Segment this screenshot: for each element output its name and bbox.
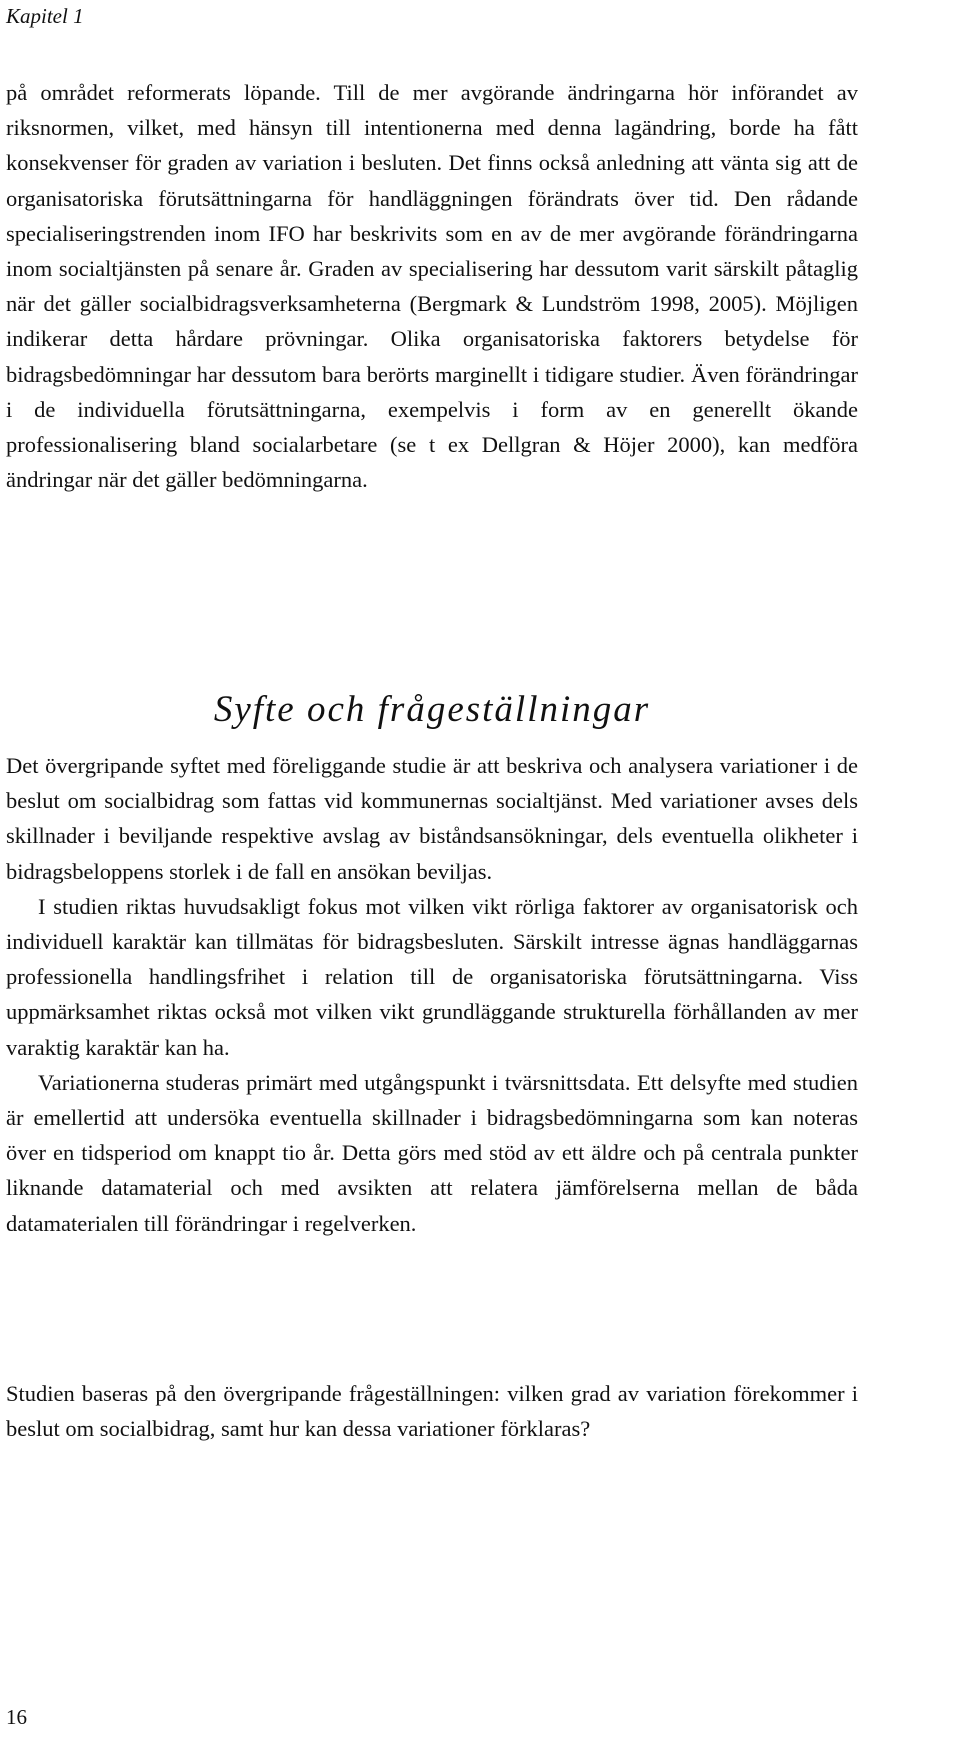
page-number: 16 xyxy=(6,1705,27,1729)
section-title: Syfte och frågeställningar xyxy=(213,689,651,730)
purpose-paragraph: Det övergripande syftet med föreliggande studie är att beskriva och analysera variationer i de beslut om socialbidrag som fattas vid kommunernas socialtjänst. Med variationer avses dels skillnader i beviljande respektive avslag av biståndsansökningar, dels eventuella olikheter i bidragsbeloppens storlek i de fall en ansökan beviljas. xyxy=(6,753,858,884)
method-paragraph: Variationerna studeras primärt med utgångspunkt i tvärsnittsdata. Ett delsyfte med studien är emellertid att undersöka eventuella skillnader i bidragsbedömningarna som kan noteras över en tidsperiod om knappt tio år. Detta görs med stöd av ett äldre och på centrala punkter liknande datamaterial och med avsikten att relatera jämförelserna mellan de båda datamaterialen till förändringar i regelverken. xyxy=(6,1069,858,1236)
section-text-block xyxy=(6,748,858,1241)
intro-text-block xyxy=(6,75,858,497)
intro-paragraph: på området reformerats löpande. Till de mer avgörande ändringarna hör införandet av riksnormen, vilket, med hänsyn till intentionerna med denna lagändring, borde ha fått konsekvenser för graden av variation i besluten. Det finns också anledning att vänta sig att de organisatoriska förutsättningarna för handläggningen förändrats över tid. Den rådande specialiseringstrenden inom IFO har beskrivits som en av de mer avgörande förändringarna inom socialtjänsten på senare år. Graden av specialisering har dessutom varit särskilt påtaglig när det gäller socialbidragsverksamheterna (Bergmark & Lundström 1998, 2005). Möjligen indikerar detta hårdare prövningar. Olika organisatoriska faktorers betydelse för bidragsbedömningar har dessutom bara berörts marginellt i tidigare studier. Även förändringar i de individuella förutsättningarna, exempelvis i form av en generellt ökande professionalisering bland socialarbetare (se t ex Dellgran & Höjer 2000), kan medföra ändringar när det gäller bedömningarna. xyxy=(6,80,858,493)
focus-paragraph: I studien riktas huvudsakligt fokus mot vilken vikt rörliga faktorer av organisatorisk och individuell karaktär kan tillmätas för bidragsbesluten. Särskilt intresse ägnas handläggarnas professionella handlingsfrihet i relation till de organisatoriska förutsättningarna. Viss uppmärksamhet riktas också mot vilken vikt grundläggande strukturella förhållanden av mer varaktig karaktär kan ha. xyxy=(6,893,858,1060)
question-text-block xyxy=(6,1376,858,1446)
research-question-paragraph: Studien baseras på den övergripande frågeställningen: vilken grad av variation förekommer i beslut om socialbidrag, samt hur kan dessa variationer förklaras? xyxy=(6,1381,858,1442)
running-head: Kapitel 1 xyxy=(6,4,84,28)
